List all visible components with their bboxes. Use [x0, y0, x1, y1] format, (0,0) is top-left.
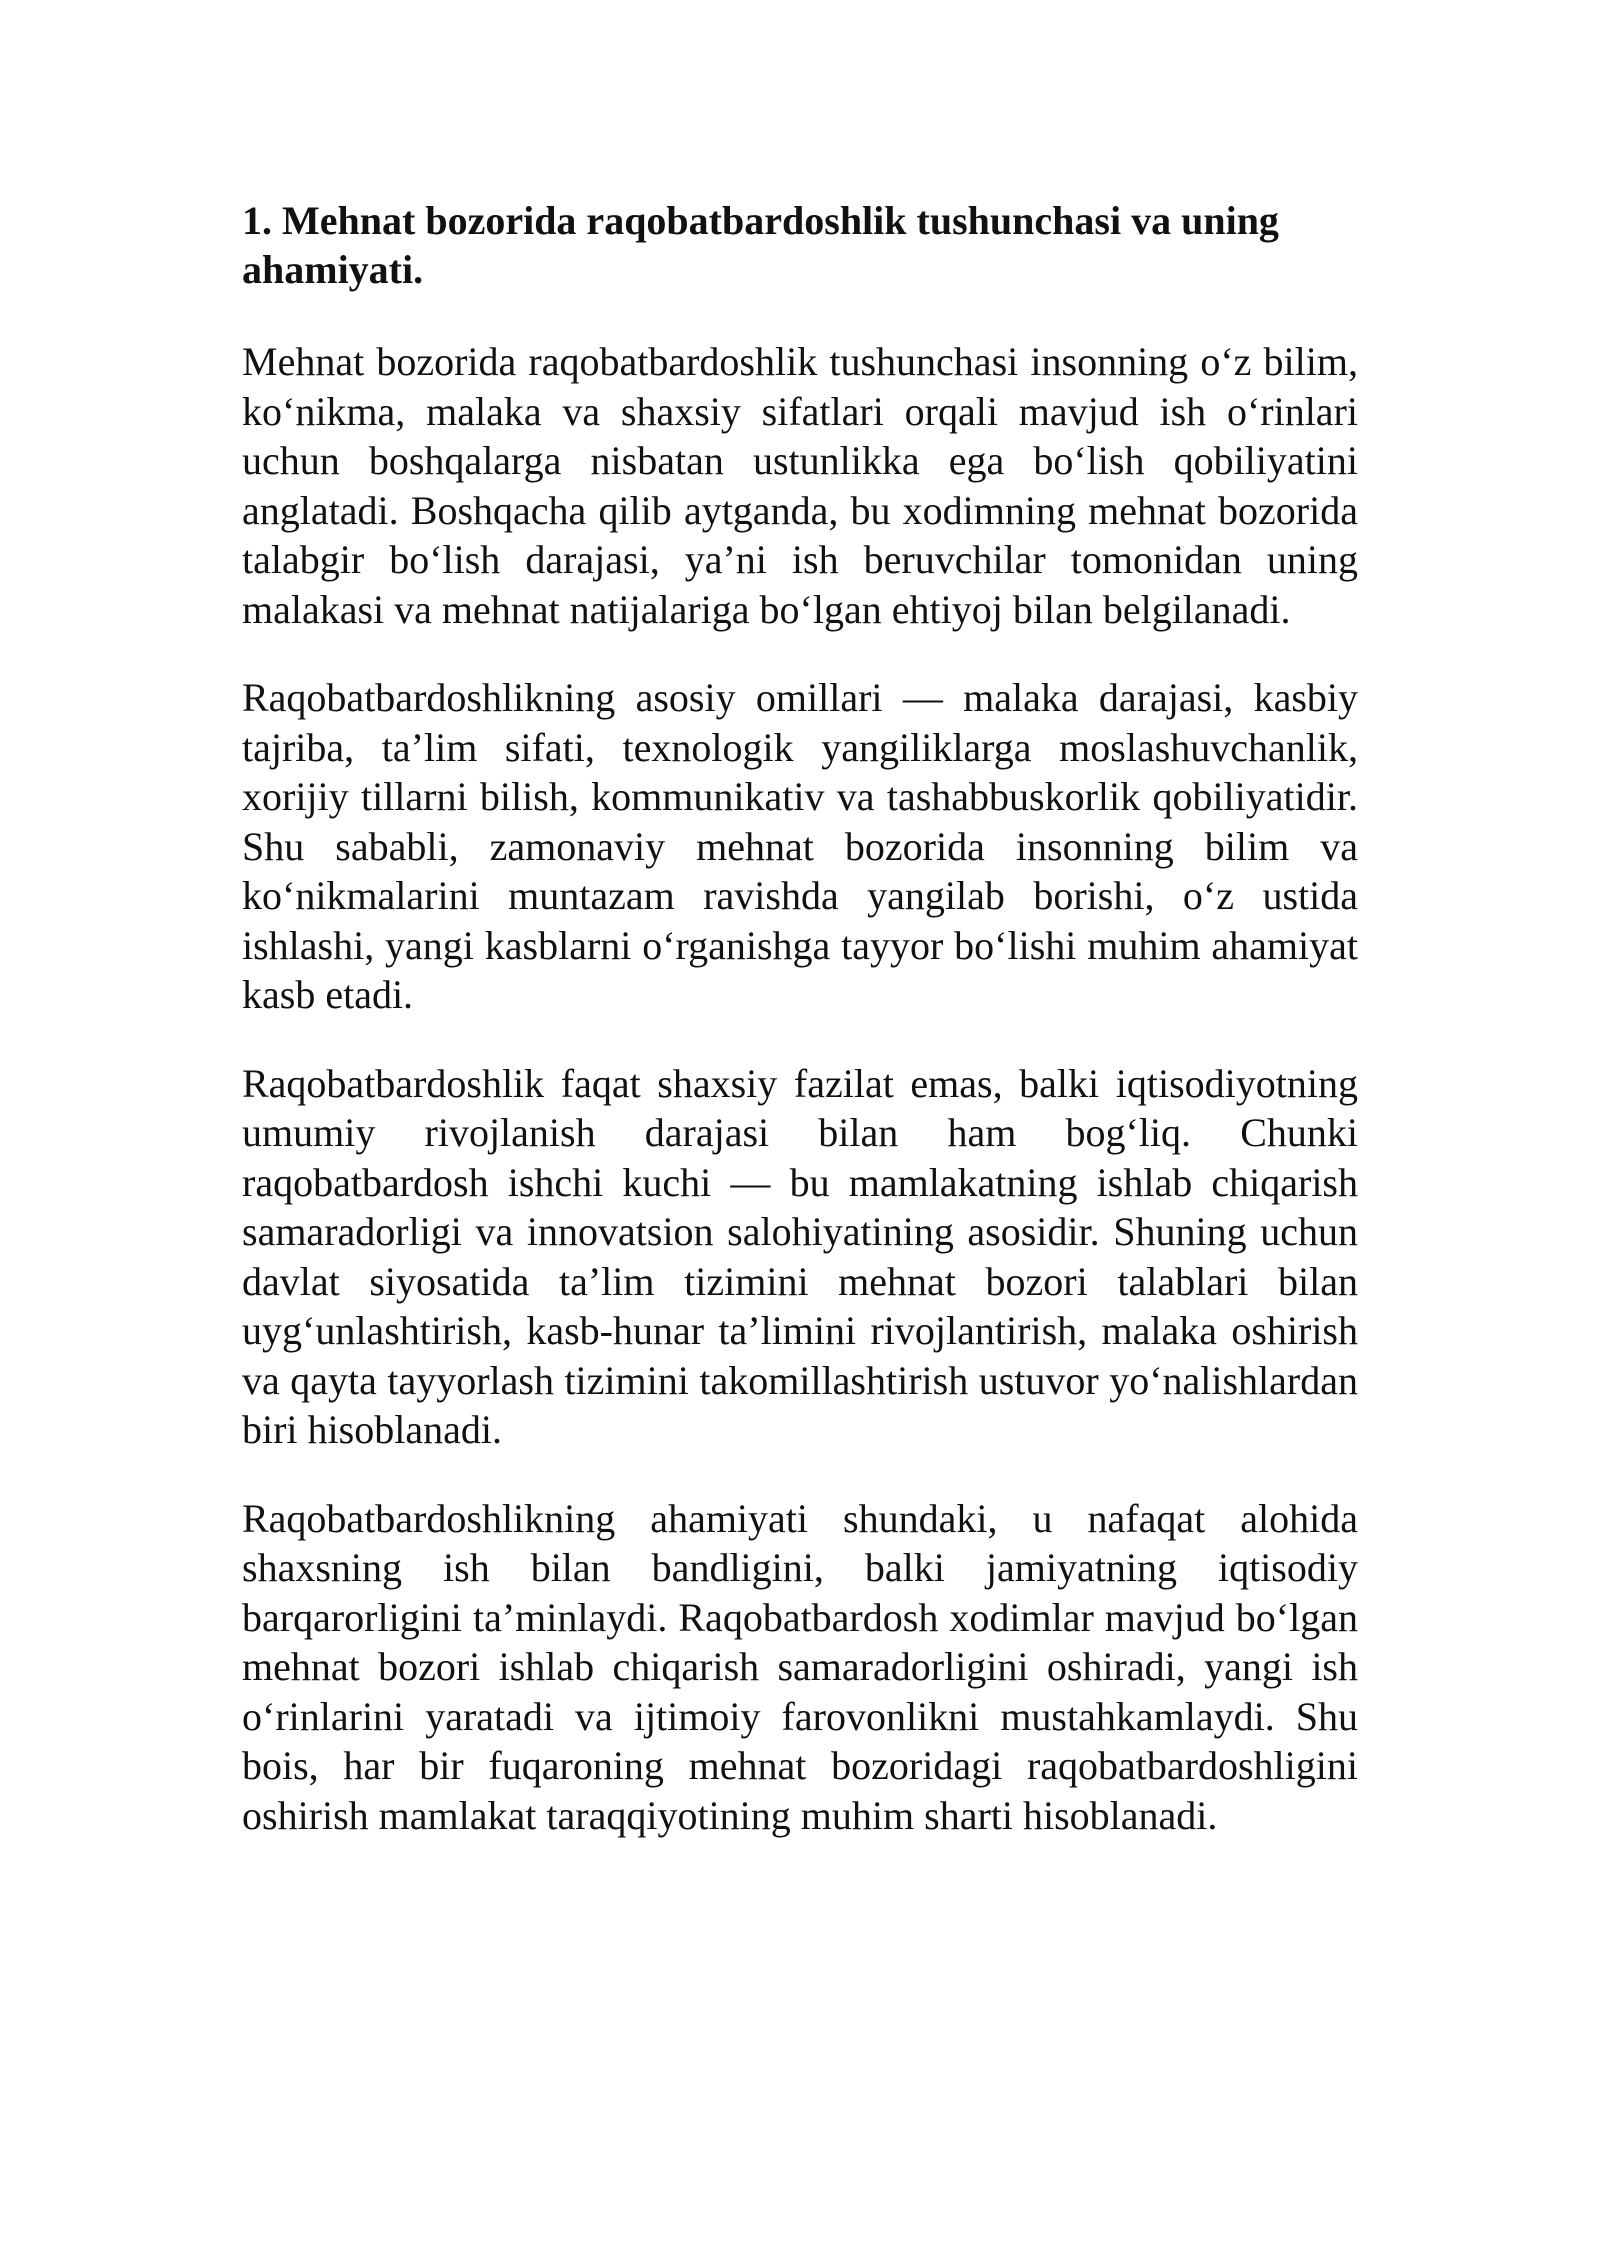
section-heading: 1. Mehnat bozorida raqobatbardoshlik tushunchasi va uning ahamiyati.: [242, 198, 1279, 292]
paragraph-definition: Mehnat bozorida raqobatbardoshlik tushunchasi insonning o‘z bilim, ko‘nikma, malaka va shaxsiy sifatlari orqali mavjud ish o‘rinlari uchun boshqalarga nisbatan ustunlikka ega bo‘lish qobiliyatini anglatadi. Boshqacha qilib aytganda, bu xodimning mehnat bozorida talabgir bo‘lish darajasi, ya’ni ish beruvchilar tomonidan uning malakasi va mehnat natijalariga bo‘lgan ehtiyoj bilan belgilanadi.: [242, 339, 1358, 632]
paragraph-economy: Raqobatbardoshlik faqat shaxsiy fazilat emas, balki iqtisodiyotning umumiy rivojlanish darajasi bilan ham bog‘liq. Chunki raqobatbardosh ishchi kuchi — bu mamlakatning ishlab chiqarish samaradorligi va innovatsion salohiyatining asosidir. Shuning uchun davlat siyosatida ta’lim tizimini mehnat bozori talablari bilan uyg‘unlashtirish, kasb-hunar ta’limini rivojlantirish, malaka oshirish va qayta tayyorlash tizimini takomillashtirish ustuvor yo‘nalishlardan biri hisoblanadi.: [242, 1060, 1358, 1452]
paragraph-factors: Raqobatbardoshlikning asosiy omillari — malaka darajasi, kasbiy tajriba, ta’lim sifati, texnologik yangiliklarga moslashuvchanlik, xorijiy tillarni bilish, kommunikativ va tashabbuskorlik qobiliyatidir. Shu sababli, zamonaviy mehnat bozorida insonning bilim va ko‘nikmalarini muntazam ravishda yangilab borishi, o‘z ustida ishlashi, yangi kasblarni o‘rganishga tayyor bo‘lishi muhim ahamiyat kasb etadi.: [242, 675, 1358, 1017]
document-page: [242, 196, 1358, 1879]
paragraph-importance: Raqobatbardoshlikning ahamiyati shundaki, u nafaqat alohida shaxsning ish bilan bandligini, balki jamiyatning iqtisodiy barqarorligini ta’minlaydi. Raqobatbardosh xodimlar mavjud bo‘lgan mehnat bozori ishlab chiqarish samaradorligini oshiradi, yangi ish o‘rinlarini yaratadi va ijtimoiy farovonlikni mustahkamlaydi. Shu bois, har bir fuqaroning mehnat bozoridagi raqobatbardoshligini oshirish mamlakat taraqqiyotining muhim sharti hisoblanadi.: [242, 1495, 1358, 1838]
